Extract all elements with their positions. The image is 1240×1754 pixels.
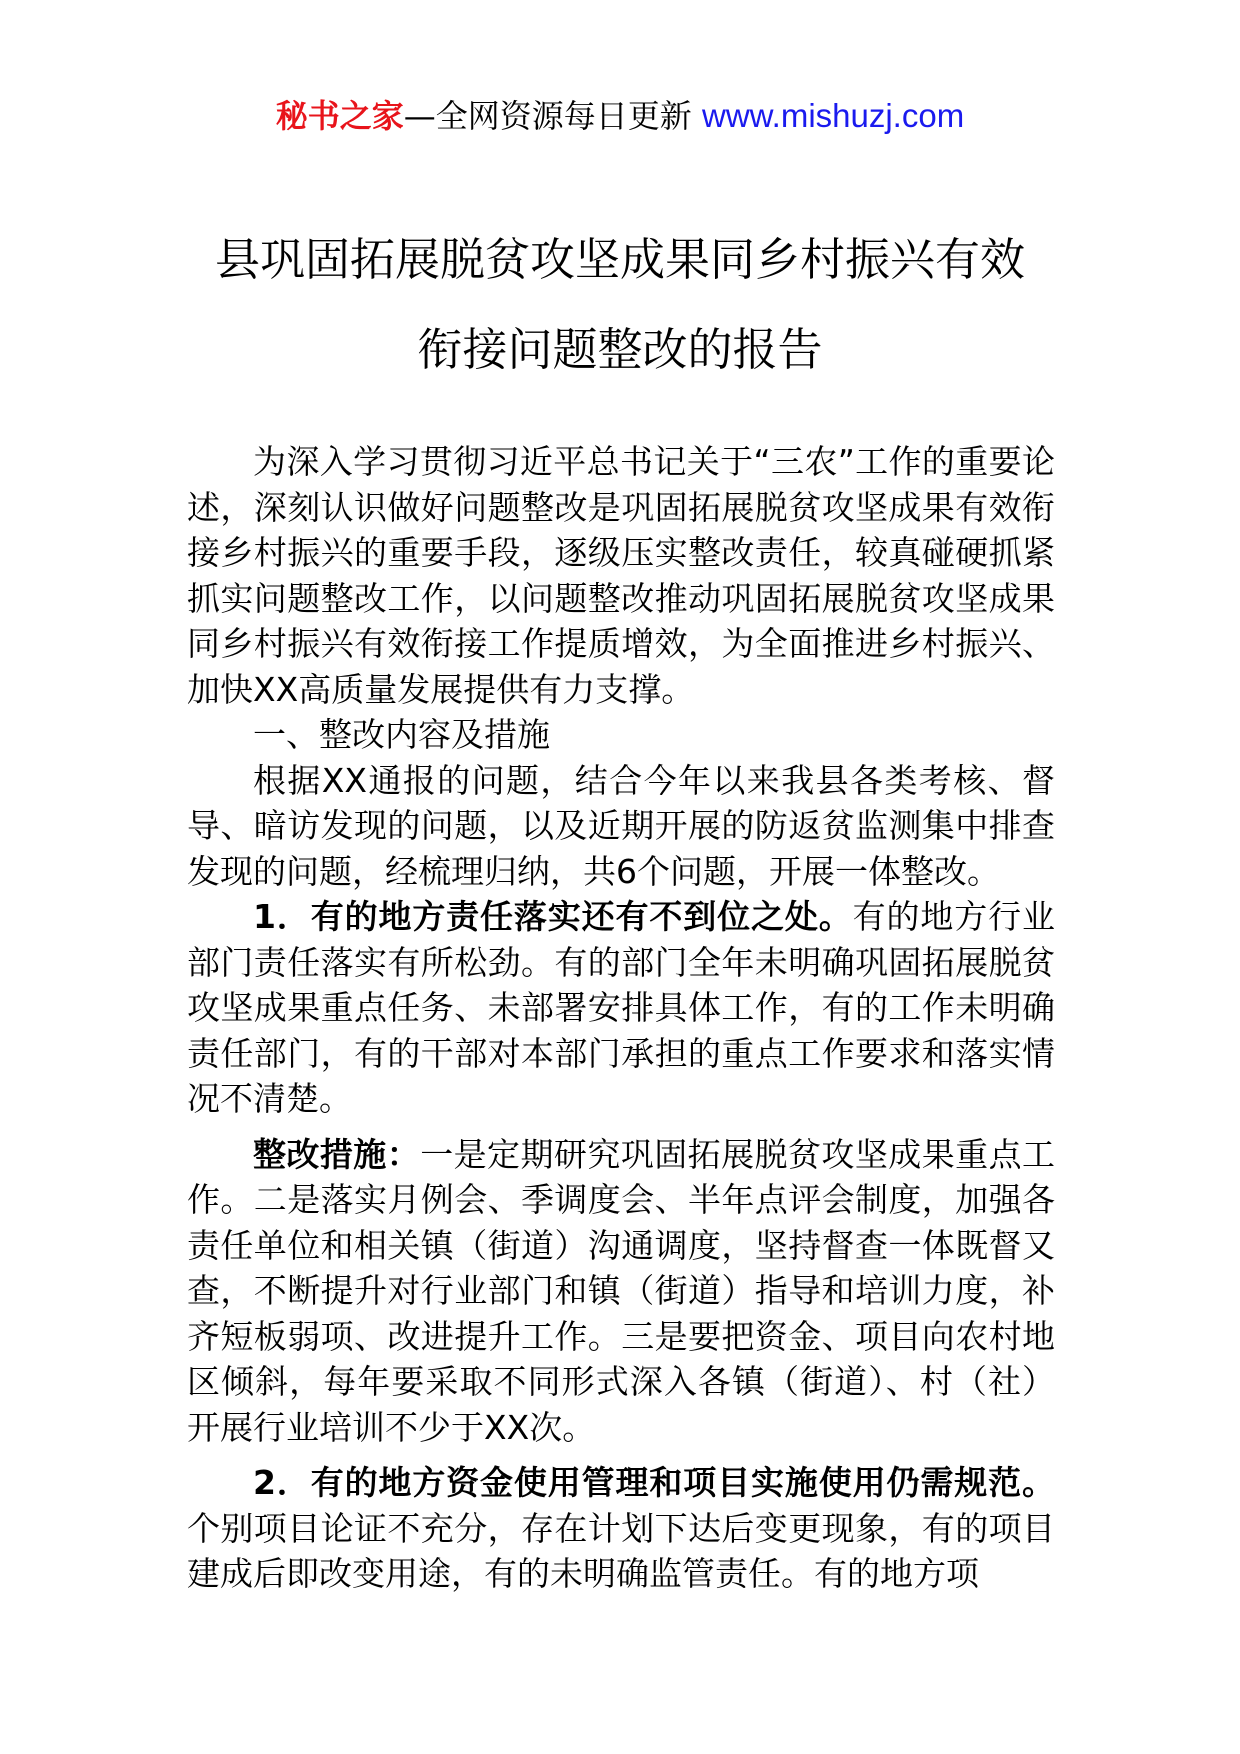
measures-1-label: 整改措施： — [253, 1134, 421, 1174]
issue-2-text: 个别项目论证不充分，存在计划下达后变更现象，有的项目建成后即改变用途，有的未明确监管责任。有的地方项 — [187, 1508, 1055, 1593]
section-intro-paragraph: 根据XX通报的问题，结合今年以来我县各类考核、督导、暗访发现的问题，以及近期开展的防返贫监测集中排查发现的问题，经梳理归纳，共6个问题，开展一体整改。 — [187, 760, 1055, 891]
section-heading: 一、整改内容及措施 — [253, 715, 550, 754]
issue-2-paragraph — [187, 1460, 1055, 1597]
issue-2-title: 2．有的地方资金使用管理和项目实施使用仍需规范。 — [253, 1463, 1055, 1502]
document-title-line-1: 县巩固拓展脱贫攻坚成果同乡村振兴有效 — [214, 233, 1025, 286]
intro-paragraph: 为深入学习贯彻习近平总书记关于“三农”工作的重要论述，深刻认识做好问题整改是巩固拓展脱贫攻坚成果有效衔接乡村振兴的重要手段，逐级压实整改责任，较真碰硬抓紧抓实问题整改工作，以问题整改推动巩固拓展脱贫攻坚成果同乡村振兴有效衔接工作提质增效，为全面推进乡村振兴、加快XX高质量发展提供有力支撑。 — [187, 442, 1055, 709]
document-body — [187, 439, 1055, 1597]
issue-1-text: 有的地方行业部门责任落实有所松劲。有的部门全年未明确巩固拓展脱贫攻坚成果重点任务、未部署安排具体工作，有的工作未明确责任部门，有的干部对本部门承担的重点工作要求和落实情况不清楚。 — [187, 897, 1055, 1118]
header-tagline: —全网资源每日更新 — [403, 97, 702, 135]
brand-name: 秘书之家 — [275, 97, 404, 135]
issue-1-paragraph — [187, 894, 1055, 1122]
issue-1-title: 1．有的地方责任落实还有不到位之处。 — [253, 897, 853, 936]
measures-1-paragraph — [187, 1132, 1055, 1451]
site-url-link[interactable]: www.mishuzj.com — [701, 97, 965, 134]
document-title-line-2: 衔接问题整改的报告 — [417, 323, 823, 376]
measures-1-text: 一是定期研究巩固拓展脱贫攻坚成果重点工作。二是落实月例会、季调度会、半年点评会制度，加强各责任单位和相关镇（街道）沟通调度，坚持督查一体既督又查，不断提升对行业部门和镇（街道）指导和培训力度，补齐短板弱项、改进提升工作。三是要把资金、项目向农村地区倾斜，每年要采取不同形式深入各镇（街道）、村（社）开展行业培训不少于XX次。 — [187, 1134, 1056, 1447]
site-header — [0, 96, 1240, 136]
